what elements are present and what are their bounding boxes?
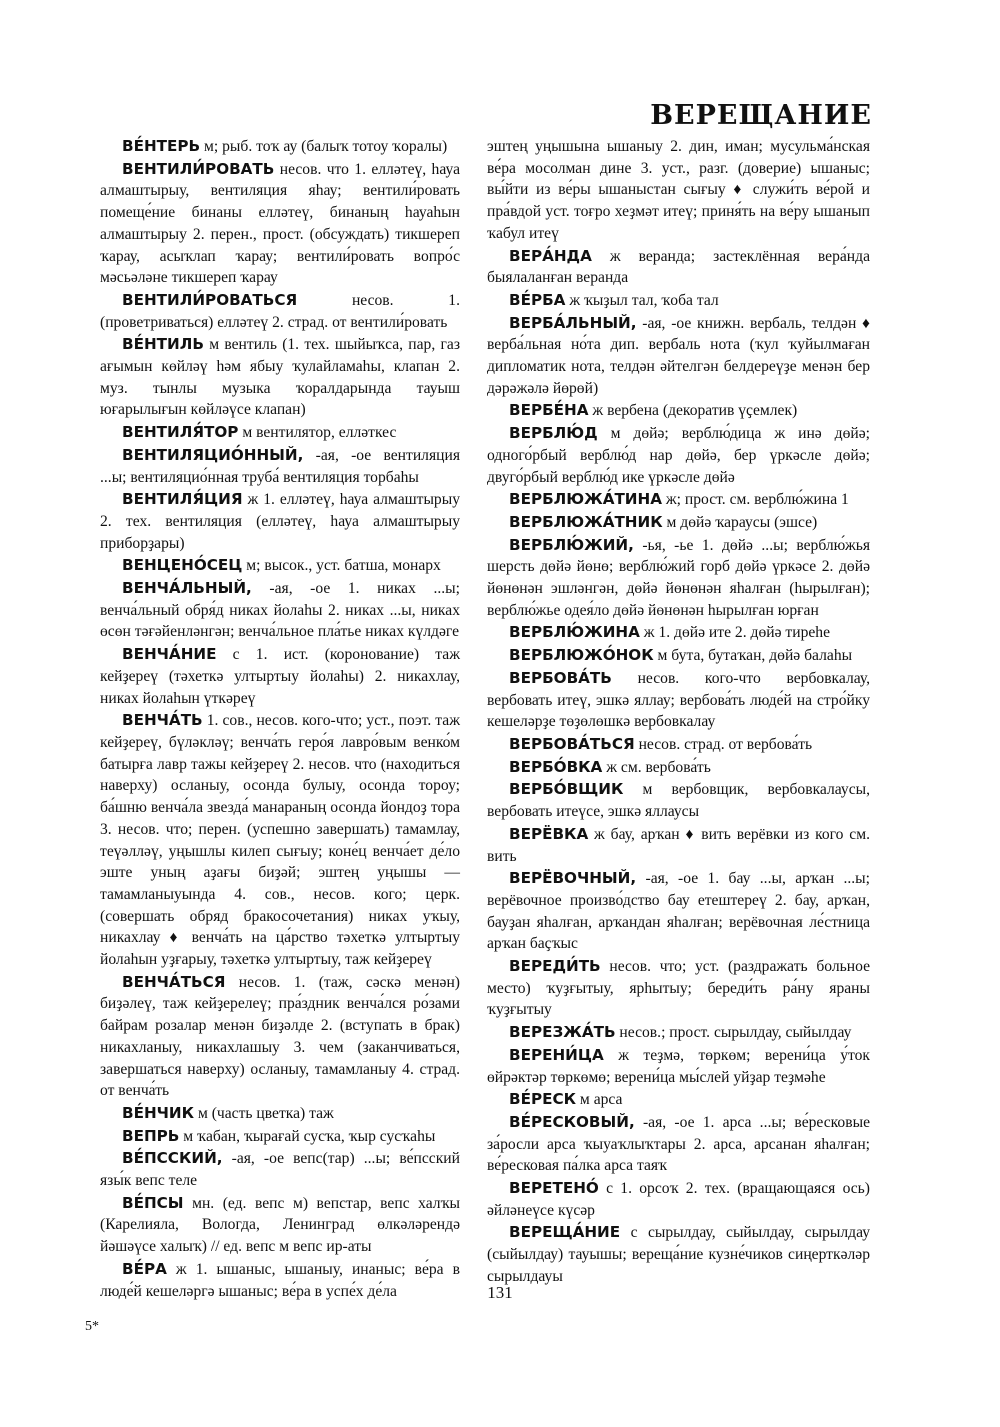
entry-text: -ая, -ое 1. арса ...ы; ве́ресковые за́росли арса ҡыуаҡлыҡтары 2. арса, арсанан яһалған; ве́ресковая па́лка арса таяҡ (487, 1113, 870, 1175)
dictionary-entry (487, 1045, 870, 1088)
entry-headword: ВЕ́НТЕРЬ (122, 137, 201, 155)
entry-text: ж веранда; застеклённая вера́нда быялаланған веранда (487, 247, 870, 287)
dictionary-entry (487, 824, 870, 867)
dictionary-entry (100, 555, 460, 577)
entry-text: несов. страд. от вербова́ть (634, 735, 813, 753)
entry-headword: ВЕРБЛЮЖО́НОК (509, 646, 654, 665)
dictionary-entry (100, 1193, 460, 1258)
entry-text: ж вербена (декоратив үҫемлек) (588, 402, 798, 420)
entry-headword: ВЕ́НЧИК (122, 1103, 195, 1122)
entry-text: ж теҙмә, төркөм; верени́ца у́ток өйрәктәр төркөмө; верени́ца мы́слей уйҙар теҙмәһе (487, 1046, 870, 1086)
dictionary-entry (487, 423, 870, 488)
entry-text: -ая, -ое 1. никах ...ы; венча́льный обря́д никах йолаһы 2. никах ...ы, никах өсөн тәғәйенләнгән; венча́льное пла́тье никах күлдәге (100, 580, 460, 641)
right-column (487, 136, 870, 1289)
dictionary-entry (100, 334, 460, 421)
entry-text: м ҡабан, ҡырағай сусҡа, ҡыр сусҡаһы (179, 1127, 436, 1145)
entry-text: ж 1. елләтеү, һауа алмаштырыу 2. тех. вентиляция (елләтеү, һауа алмаштырыу приборҙары) (100, 491, 460, 552)
entry-headword: ВЕРБЛЮЖА́ТИНА (509, 490, 662, 509)
entry-headword: ВЕРА́НДА (509, 246, 592, 265)
entry-text: -ая, -ое вепс(тар) ...ы; ве́псский язы́к вепс теле (100, 1150, 460, 1190)
entry-headword: ВЕ́РА (122, 1259, 167, 1278)
entry-headword: ВЕРБЛЮ́ЖИНА (509, 623, 640, 642)
entry-headword: ВЕНЧА́НИЕ (122, 645, 217, 664)
entry-headword: ВЕРЁВКА (509, 824, 589, 843)
entry-headword: ВЕНТИЛЯ́ЦИЯ (122, 490, 243, 509)
entry-headword: ВЕ́РЕСКОВЫЙ, (509, 1112, 635, 1131)
entry-text: ж бау, арҡан ♦ вить верёвки из кого см. вить (487, 825, 870, 865)
entry-headword: ВЕНЧА́ТЬСЯ (122, 972, 226, 991)
entry-headword: ВЕРБЕ́НА (509, 401, 589, 420)
entry-text: м вентилятор, елләткес (238, 424, 397, 442)
dictionary-entry (100, 445, 460, 488)
dictionary-entry (100, 290, 460, 333)
entry-headword: ВЕНТИЛИ́РОВАТЬСЯ (122, 290, 298, 309)
entry-headword: ВЕНТИЛЯЦИО́ННЫЙ, (122, 445, 304, 464)
dictionary-entry-continuation (487, 136, 870, 245)
entry-text: м дөйә ҡараусы (эшсе) (662, 513, 818, 531)
entry-headword: ВЕРБО́ВЩИК (509, 780, 624, 799)
signature-mark: 5* (85, 1319, 99, 1334)
entry-text: несов.; прост. сырылдау, сыйылдау (615, 1024, 852, 1042)
dictionary-entry (100, 644, 460, 709)
entry-headword: ВЕРЕДИ́ТЬ (509, 957, 601, 976)
entry-text: м бута, бутаҡан, дөйә балаһы (653, 647, 853, 665)
dictionary-entry (100, 489, 460, 554)
dictionary-entry (487, 956, 870, 1021)
entry-text: м (часть цветка) таж (194, 1104, 334, 1122)
entry-headword: ВЕРЕЩА́НИЕ (509, 1223, 621, 1242)
dictionary-entry (100, 136, 460, 158)
dictionary-entry (100, 1103, 460, 1125)
entry-headword: ВЕРБЛЮ́ЖИЙ, (509, 535, 634, 554)
entry-headword: ВЕРБОВА́ТЬСЯ (509, 734, 635, 753)
dictionary-entry (487, 1178, 870, 1221)
entry-text: м; высок., уст. батша, монарх (242, 557, 441, 575)
entry-headword: ВЕ́НТИЛЬ (122, 335, 204, 354)
entry-text: -ая, -ое вентиляция ...ы; вентиляцио́нная труба́ вентиляция торбаһы (100, 446, 460, 486)
entry-headword: ВЕ́ПССКИЙ, (122, 1149, 223, 1168)
entry-headword: ВЕНЧА́ЛЬНЫЙ, (122, 579, 252, 598)
dictionary-entry (487, 1222, 870, 1287)
dictionary-entry (487, 1089, 870, 1111)
running-header: ВЕРЕЩАНИЕ (650, 100, 872, 131)
entry-headword: ВЕРЕНИ́ЦА (509, 1045, 604, 1064)
entry-text: несов. 1. (проветриваться) елләтеү 2. страд. от вентили́ровать (100, 291, 460, 331)
entry-text: несов. что; уст. (раздражать больное место) ҡуҙғытыу, ярһытыу; береди́ть ра́ну яраны ҡуҙғытыу (487, 958, 870, 1019)
entry-text: м арса (576, 1091, 623, 1109)
dictionary-entry (100, 710, 460, 970)
entry-text: м вербовщик, вербовкалаусы, вербовать итеүсе, эшкә яллаусы (487, 781, 870, 821)
entry-text: -ая, -ое 1. бау ...ы, арҡан ...ы; верёвочное произво́дство бау етештереү 2. бау, арҡан, бауҙан яһалған, арҡандан яһалған; верёвочная ле́стница арҡан баҫҡыс (487, 870, 870, 953)
entry-text: несов. 1. (таж, сәскә менән) биҙәлеү, таж кейҙерелеү; пра́здник венча́лся ро́зами байрам розалар менән биҙәлде 2. (вступать в брак) никахланыу, никахлашыу 3. чем (заканчиваться, завершаться наверху) осланыу, тамамланыу 4. страд. от венча́ть (100, 973, 460, 1100)
entry-text: ж см. вербова́ть (602, 758, 711, 776)
entry-text: -ая, -ое книжн. вербаль, телдән ♦ верба́льная но́та дип. вербаль нота (ҡул ҡуйылмаған дипломатик нота, телдән әйтелгән белдереүҙе менән бер дәрәжәлә йөрөй) (487, 314, 870, 397)
entry-text: с 1. ист. (коронование) таж кейҙереү (тәхеткә ултыртыу йолаһы) 2. никахлау, никах йолаһын үткәреү (100, 646, 460, 707)
dictionary-entry (487, 313, 870, 400)
entry-text: ж 1. ышаныс, ышаныу, инаныс; ве́ра в люде́й кешеләргә ышаныс; ве́ра в успе́х де́ла (100, 1260, 460, 1300)
dictionary-entry (100, 159, 460, 289)
dictionary-entry (487, 734, 870, 756)
dictionary-entry (487, 290, 870, 312)
dictionary-entry (100, 578, 460, 643)
dictionary-entry (487, 512, 870, 534)
entry-text: несов. что 1. елләтеү, һауа алмаштырыу, вентиляция яһау; вентили́ровать помеще́ние бинаны елләтеү, бинаның һауаһын алмаштырыу 2. перен., прост. (обсуждать) тикшереп ҡарау, асыҡлап ҡарау; вентили́ровать вопро́с мәсьәләне тикшереп ҡарау (100, 160, 460, 287)
entry-headword: ВЕНТИЛИ́РОВАТЬ (122, 159, 275, 178)
entry-text: м вентиль (1. тех. шыйыҡса, пар, газ ағымын көйләү һәм ябыу ҡулайламаһы, клапан 2. муз. тынлы музыка ҡоралдарында тауыш юғарылығын көйләүсе клапан) (100, 336, 460, 419)
left-column (100, 136, 460, 1303)
entry-headword: ВЕПРЬ (122, 1126, 180, 1145)
dictionary-entry (487, 622, 870, 644)
entry-headword: ВЕРБА́ЛЬНЫЙ, (509, 313, 637, 332)
page-number: 131 (487, 1283, 513, 1302)
entry-headword: ВЕ́ПСЫ (122, 1193, 184, 1212)
entry-headword: ВЕРБОВА́ТЬ (509, 668, 612, 687)
entry-text: мн. (ед. вепс м) вепстар, вепс халҡы (Карелияла, Вологда, Ленинград өлкәләрендә йәшәүсе халыҡ) // ед. вепс м вепс ир-аты (100, 1194, 460, 1256)
dictionary-entry (487, 246, 870, 289)
entry-headword: ВЕ́РЕСК (509, 1090, 577, 1109)
dictionary-entry (487, 779, 870, 822)
entry-headword: ВЕРЁВОЧНЫЙ, (509, 869, 637, 888)
dictionary-entry (487, 645, 870, 667)
entry-text: эштең уңышына ышаныу 2. дин, иман; мусульма́нская ве́ра мосолман дине 3. уст., разг. (доверие) ышаныс; вы́йти из ве́ры ышаныстан сығыу ♦ служи́ть ве́рой и пра́вдой уст. тоғро хеҙмәт итеү; приня́ть на ве́ру ышанып ҡабул итеү (487, 138, 870, 242)
dictionary-entry (487, 757, 870, 779)
entry-headword: ВЕ́РБА (509, 290, 566, 309)
dictionary-entry (100, 1126, 460, 1148)
dictionary-entry (100, 972, 460, 1102)
entry-text: -ья, -ье 1. дөйә ...ы; верблю́жья шерсть дөйә йөнө; верблю́жий горб дөйә үркәсе 2. дөйә йөнөнән эшләнгән, дөйә йөнөнән яһалған (һырылған); верблю́жье одея́ло дөйә йөнөнән һырылған юрған (487, 536, 870, 619)
entry-headword: ВЕНЦЕНО́СЕЦ (122, 556, 243, 575)
dictionary-entry (487, 1022, 870, 1044)
entry-text: м дөйә; верблю́дица ж инә дөйә; одного́рбый верблю́д нар дөйә, бер үркәсле дөйә; двуго́рбый верблю́д ике үркәсле дөйә (487, 425, 870, 486)
entry-text: ж 1. дөйә ите 2. дөйә тиреһе (639, 624, 830, 642)
entry-text: несов. кого-что вербовкалау, вербовать итеү, эшкә яллау; вербова́ть люде́й на стро́йку кешеләрҙе төҙөлөшкә вербовкалау (487, 669, 870, 731)
entry-text: ж; прост. см. верблю́жина 1 (661, 491, 849, 509)
dictionary-entry (487, 535, 870, 622)
dictionary-entry (487, 868, 870, 955)
entry-headword: ВЕРБО́ВКА (509, 757, 603, 776)
dictionary-entry (100, 1148, 460, 1191)
dictionary-entry (487, 668, 870, 733)
entry-headword: ВЕРБЛЮ́Д (509, 424, 598, 443)
entry-text: с 1. орсоҡ 2. тех. (вращающаяся ось) әйләнеүсе күсәр (487, 1180, 870, 1219)
entry-text: м; рыб. тоҡ ау (балыҡ тотоу ҡоралы) (200, 138, 448, 155)
dictionary-entry (487, 489, 870, 511)
dictionary-entry (487, 1112, 870, 1177)
dictionary-entry (100, 422, 460, 444)
entry-text: с сырылдау, сыйылдау, сырылдау (сыйылдау) тауышы; вереща́ние кузне́чиков сиңерткәләр сырылдауы (487, 1224, 870, 1285)
entry-headword: ВЕРЕТЕНО́ (509, 1179, 599, 1198)
entry-headword: ВЕРБЛЮЖА́ТНИК (509, 512, 663, 531)
entry-headword: ВЕНЧА́ТЬ (122, 711, 203, 730)
entry-text: ж ҡыҙыл тал, ҡоба тал (565, 291, 719, 309)
dictionary-entry (487, 400, 870, 422)
entry-headword: ВЕРЕЗЖА́ТЬ (509, 1023, 616, 1042)
entry-headword: ВЕНТИЛЯ́ТОР (122, 423, 239, 442)
entry-text: 1. сов., несов. кого-что; уст., поэт. таж кейҙереү, бүләкләү; венча́ть геро́я лавро́вым венко́м батырға лавр тажы кейҙереү 2. несов. что (находиться наверху) осланыу, осонда булыу, осонда тороу; ба́шню венча́ла звезда́ манараның осонда йондоҙ тора 3. несов. что; перен. (успешно завершать) тамамлау, теүәлләү, уңышлы килеп сығыу; коне́ц венча́ет де́ло эште уның аҙағы биҙәй; эштең уңышы — тамамланыуында 4. сов., несов. кого; церк. (совершать обряд бракосочетания) никах уҡыу, никахлау ♦ венча́ть на ца́рство тәхеткә ултыртыу йолаһын уҙғарыу, тәхеткә ултыртыу, таж кейҙереү (100, 712, 460, 969)
